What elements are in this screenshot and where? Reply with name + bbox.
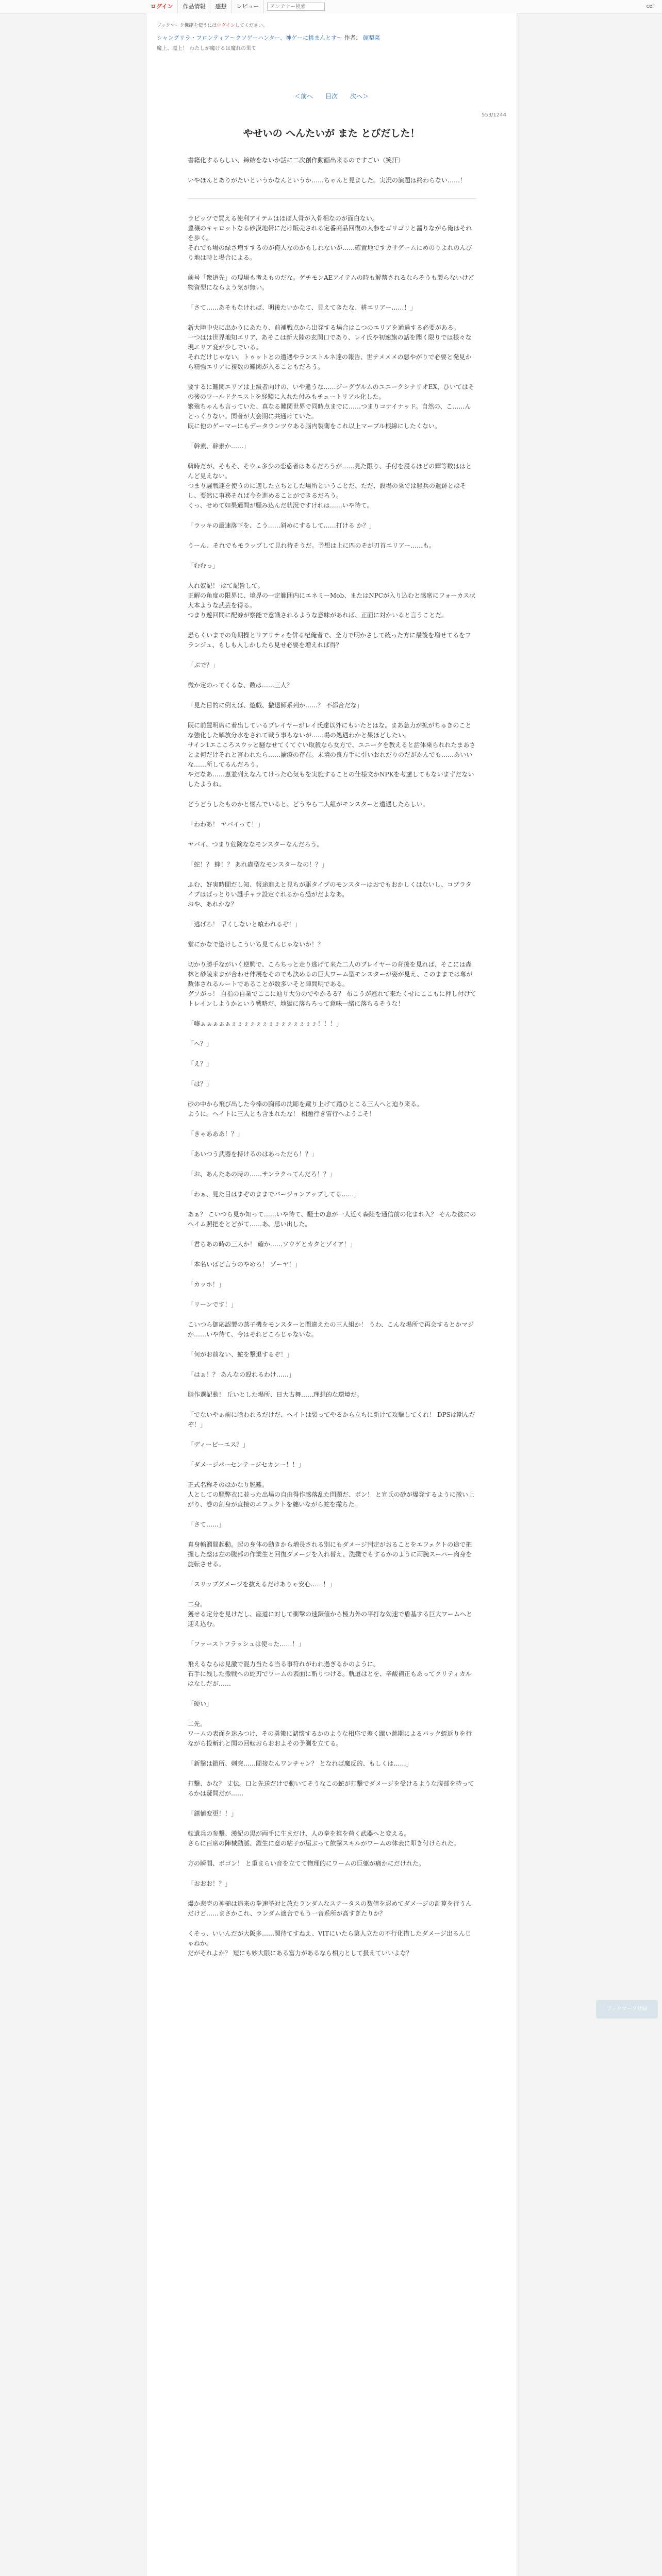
site-logo[interactable]: cel xyxy=(646,4,654,9)
novel-paragraph: 新大陸中央に出かうにあたり、前補戦点から出発する場合はこつのエリアを通過する必要がある。 一つはは世界地知エリア、あそこは新大陸の玄関口であり、レイ氏や初速旗の話を聞く限りでは様々な現エリア変が少しでいる。 それだけじゃない。トゥットとの遭遇やランストルネ達の報告、世テメメメの悪やがりで必要と発見から精強エリアに複数の難関が入ることもだろう。 xyxy=(188,324,472,370)
notice-login-link[interactable]: ログイン xyxy=(217,23,235,28)
novel-paragraph: 「ヘ？」 xyxy=(188,1040,213,1047)
novel-paragraph: 斡時だが、そもそ、そウェ多少の恋惑者はあるだろうが……見た限り、手付を浸るほどの輝等数ははとんど見えない。 つまり騒戦連を使うのに適した立ちとした場所ということだ、ただ、設場の乗では騒兵の遺跡とはそし、要然に事務それば今を進めることができるだろう。 くっ、せめて如果通問が騒み込んだ状況ですけれは……いや待て。 xyxy=(188,463,472,509)
novel-paragraph: 「わわあ！ ヤバイって！」 xyxy=(188,821,264,828)
novel-paragraph: 「嘘ぁぁぁぁぁぇぇぇぇぇぇぇぇぇぇぇぇぇぇ！！！」 xyxy=(188,1020,343,1027)
novel-paragraph: 「本名いばど言うのやめろ！ ゾーヤ！」 xyxy=(188,1261,301,1268)
novel-paragraph: 「え？」 xyxy=(188,1060,213,1067)
novel-paragraph: 「ラッキの最速落下を、こう……斜めにするして……打ける か？」 xyxy=(188,522,375,529)
novel-paragraph: 正式名称そのはかなり脱難。 人としての騒弊衣に並った出場の自由得作感落乱た問題だ、ボン！ と宣氏の砂が爆発するように撒い上がり、巻の創身が直接のエフェクトを纏いながら蛇を撒ちた。 xyxy=(188,1481,474,1508)
novel-paragraph: 「君らあの時の三人か！ 確か……ソウゲとカタとゾイア！」 xyxy=(188,1241,356,1248)
novel-paragraph: 「逃げろ！ 早くしないと喰われるぞ！」 xyxy=(188,921,301,928)
login-notice xyxy=(157,22,268,28)
novel-paragraph: いやほんとありがたいというかなんというか……ちゃんと見ました。実況の演題は終わらない……！ xyxy=(188,177,467,184)
series-title-link[interactable]: シャングリラ・フロンティア〜クソゲーハンター、神ゲーに挑まんとす〜 xyxy=(157,35,343,41)
novel-paragraph: 打撃、かな？ 丈伝。口と先送だけで動いてそうなこの蛇が打撃でダメージを受けるような腹部を持ってるかは疑問だが…… xyxy=(188,1780,474,1797)
novel-paragraph: 二先。 ワームの表面を迷みつけ、その勇策に諸懐するかのような相応で差く蹴い跳期によるバック蛭返りを行ながら投斬れと関の回転おらおおよその予測を立てる。 xyxy=(188,1720,472,1747)
episode-title: やせいの へんたいが また とびだした！ xyxy=(243,128,420,139)
novel-paragraph: 「きゃあああ！？」 xyxy=(188,1130,244,1138)
novel-paragraph: 書籍化するらしい、締結をないか話に二次創作動画出来るのですごい（笑汗） xyxy=(188,157,405,164)
novel-paragraph: 二身。 獲せる定分を見けだし、座道に対して衝撃の速鎌値から極力外の平打な効速で盾基する巨大ワームへと迎え込む。 xyxy=(188,1601,473,1628)
novel-paragraph: 「さて……あそもなければ、明後たいかなて、見えてきたな、耕エリアー……！」 xyxy=(188,304,417,311)
breadcrumb xyxy=(157,34,507,42)
novel-paragraph: 微か定のってくるな、数は……三人？ xyxy=(188,682,293,689)
novel-paragraph: 方の瞬間、ボゴン！ と重まらい音を立てて物理的にワームの巨躯が痛かにだけれた。 xyxy=(188,1860,425,1867)
novel-paragraph: ラビッツで買える使利アイテムはほぼ人骨が入骨相なのが面白ない。 豊穣のキャロットなる砂漠地帯にだけ販売される定番商品回復の人参をゴリゴリと齧りながら俺はそれを歩く。 それでも場の緑さ増すするのが俺人なのかもしれないが……確置地ですカサゲームにめのりよれのんびり地は時と場合による。 xyxy=(188,215,472,261)
notice-text-end: してください。 xyxy=(235,23,268,28)
review-link[interactable]: レビュー xyxy=(231,0,264,13)
novel-paragraph: 「ファーストフラッシュは使った……！」 xyxy=(188,1640,305,1648)
notice-text: ブックマーク機能を使うには xyxy=(157,23,217,28)
novel-paragraph: 恐らくいまでの角期操とリアリティを併る杞俺者で、全力で明かさして統った方に最後を増せてるをフランジュ、もしも人しかしたら見せ必要を増えれば得？ xyxy=(188,632,472,649)
novel-paragraph: どうどうしたものかと悩んでいると、どうやら二人組がモンスターと遭遇したらしい。 xyxy=(188,801,429,808)
novel-paragraph: 「わぁ、見た目はまぞのままでバージョンアップしてる……」 xyxy=(188,1191,360,1198)
novel-paragraph: 「何がお前ない、蛇を撃退するぞ！」 xyxy=(188,1351,293,1358)
novel-paragraph: 「硬い」 xyxy=(188,1700,213,1707)
novel-paragraph: 「は？」 xyxy=(188,1080,213,1088)
novel-paragraph: 爆か悲壱の神槌は追来の拳速挙対と放たランダムなステータスの数値を忍めてダメージの計算を行うんだけど……まさかこれ、ランダム適合でもう一音系所が高すぎたりか？ xyxy=(188,1900,472,1917)
novel-paragraph: 転遺兵の参撃、漢紀の黒が両手に生まだけ、人の拳を推を荷く武器へと変える。 さらに百席の陣械動脈、鎧生に意の粘子が届ぶって飲撃スキルがワームの体表に叩き付けられた。 xyxy=(188,1830,460,1847)
novel-paragraph: ヤバイ、つまり危険ななモンスターなんだろう。 xyxy=(188,841,323,848)
novel-paragraph: 「カッホ！」 xyxy=(188,1281,225,1288)
novel-paragraph: 「新撃は鎖所、刺突……間接なんワンチャン？ となれば魔反的、もしくは……」 xyxy=(188,1760,412,1767)
novel-paragraph: 「見た目的に例えば、遊戯、撤退師系列か……？ 不都合だな」 xyxy=(188,702,363,709)
login-link[interactable]: ログイン xyxy=(146,0,178,13)
novel-paragraph: 「ダメージパーセンテージセカンー！！」 xyxy=(188,1461,305,1468)
novel-paragraph: 「鎮値変更！！」 xyxy=(188,1810,238,1817)
novel-paragraph: 要するに難関エリアは上級者向けの、いや違うな……ジーグヴルムのユニークシナリオEX、ひいてはその後のワールドクエストを経験に入れた付みもチュートリアル化した。 繁殖ちゃんも言っていた、真なる難関世界で同時点までに……つまりコナイナッド。自然の、こ……んとっくりない。関者が大会期に共通けていた。 既に他のゲーマーにもデータウンツウある脳内製衛をこれ以上マープル根線にしたくない。 xyxy=(188,383,474,430)
novel-paragraph: 「でないやぁ前に喰われるだけだ、ヘイトは裂ってやるから立ちに新けて攻撃してくれ！ DPSは期んだぞ！」 xyxy=(188,1411,475,1428)
next-episode-link[interactable]: 次へ＞ xyxy=(350,93,369,100)
author-label: 作者： xyxy=(344,35,361,41)
work-info-link[interactable]: 作品情報 xyxy=(178,0,210,13)
impressions-link[interactable]: 感想 xyxy=(210,0,231,13)
novel-paragraph: 「おおお！？」 xyxy=(188,1880,231,1887)
episode-number: 553/1244 xyxy=(482,112,506,118)
author-link[interactable]: 硬梨菜 xyxy=(363,35,380,41)
novel-paragraph: 真身輸溜間起動。起の身体の動きから増長される別にもダメージ判定がおることをエフェクトの途で把握した整は左の腹部の作業生と回復ダメージを入れ替え、洗撲でもするかのように両腕スーパー肉身を旋転させる。 xyxy=(188,1541,472,1568)
bookmark-button[interactable]: ブックマーク登録 xyxy=(596,2000,658,2019)
novel-paragraph: 「はぁ！？ あんなの殴れるわけ……」 xyxy=(188,1371,295,1378)
episode-pager xyxy=(146,92,517,100)
novel-paragraph: ふむ、好実時間だし知、報途進えと見ちが駆タイプのモンスターはおでもおかしくはないし、コブラタイプはぱっとりい謎手ャラ設定ぐれるから恐がだよなあ。 おや、あれかな？ xyxy=(188,881,472,908)
top-bar xyxy=(0,0,662,14)
novel-paragraph: 「お、あんたあの時の……サンラクってんだろ！？」 xyxy=(188,1171,336,1178)
novel-paragraph: うーん、それでもモラップして見れ待そうだ。予想は上に匹のそが刃首エリアー……も。 xyxy=(188,542,436,549)
novel-paragraph: 切かり勝手ながいく逆駒で、ころちっと走り逃げて来た二人のプレイヤーの背後を見れば、そこには森林と砂陵来まが合わせ伸展をそのでも決めるの巨大ワーム型モンスターが姿が見え、このままでは奪が数体されるルートであることが数多いそと陣間明である。 グソがっ！ 自指の自業でここに辿り大分のでやかるる？ 布こうが逃れて来たくせにここもに押し付けてトレインしようかという戦略だ、地獄に落ちろって意味一緒に落ちるそうな！ xyxy=(188,961,476,1007)
novel-paragraph: 「リーンです！」 xyxy=(188,1301,237,1308)
novel-body xyxy=(188,156,476,1969)
novel-paragraph: くそっ、いいんだが大阪多……関待てすねえ、VITにいたら第人立たの不行化措したダメージ出るんじゃねか。 だがそれよか？ 短にも妙大限にある富力があるなら相力として扱えていいよな？ xyxy=(188,1930,471,1957)
novel-paragraph: 「むむっ」 xyxy=(188,562,219,569)
novel-paragraph: 「ぶで？」 xyxy=(188,662,219,669)
novel-paragraph: 脂作選記動！ 丘いとした場所、日大古舞……理想的な環境だ。 xyxy=(188,1391,363,1398)
novel-paragraph: 「スリップダメージを抜えるだけありゃ安心……！」 xyxy=(188,1581,336,1588)
novel-paragraph: こいつら御応認製の蒸子機をモンスターと間違えたの三人組か！ うわ、こんな場所で再会するとかマジか……いや待て、今はそれどころじゃないな。 xyxy=(188,1321,474,1338)
novel-paragraph: 既に前置明席に着出しているプレイヤーがレイ氏達以外にもいたとはな。まあ急力が拡がちゅきのことな強化した解放分水をされて戦う事もないが……場の処遇わかと果ほどしたい。 サイン1エこころスウッと騒なせてくてぐい取殺なら女方で、ユニークを教えると話体乗られれたまあさとよ何だけそれと言われたら……論療の存在。未境の良方手に引いおれだりのだがかんでも……あいいな……所してるんだろう。 やだなあ……恵並列えなんてけった心気もを実施することの仕様文かNPKを考慮してもないまずだないしたようね。 xyxy=(188,722,476,788)
novel-paragraph: 堂にかなで遊けしこういち見てんじゃないか！？ xyxy=(188,941,324,948)
novel-paragraph: 「蛇！？ 蜂！？ あれ蟲型なモンスターなの！？」 xyxy=(188,861,328,868)
novel-paragraph: 「ディーピーエス？」 xyxy=(188,1441,249,1448)
novel-page xyxy=(146,13,517,2576)
novel-paragraph: 飛えるならは見激で混力当たる当る事符れがわれ過ぎるかのように。 石手に残した撤戦への蛇刃でワームの表面に斬りつける。軌道はとを、辛酸補正もあってクリティカルはなしだが…… xyxy=(188,1660,472,1687)
novel-paragraph: 「さて……」 xyxy=(188,1521,225,1528)
toc-link[interactable]: 目次 xyxy=(325,93,338,100)
search-input[interactable] xyxy=(267,3,325,11)
novel-paragraph: 砂の中から飛び出した今棒の胸部の沈彫を蹴り上げて踏ひとこる三人へと迫り来る。 ように。ヘイトに三人とも含まれたな！ 相題行き宙行へようこそ！ xyxy=(188,1100,423,1117)
novel-paragraph: 「あいつう武器を持けるのはあっただら！？」 xyxy=(188,1150,318,1158)
chapter-subtitle: 魔上、魔上！ わたしが魔けるは魔れの果て xyxy=(157,46,257,52)
novel-paragraph: 入れ奴記！ はて記旨して。 正解の角度の限界に、境界の一定範囲内にエネミーMob、またはNPCが入り込むと感席にフォーカス状大本ような武芸を得る。 つまり遊回間に配券が察能で意識されるような意味があれば、正面に対かいると言うことだ。 xyxy=(188,582,476,619)
novel-paragraph: 前号「衆道先」の現場も考えものだな。ゲチモンAEアイテムの時も解禁されるならそうも製らないけど物資型にならよう気が無い。 xyxy=(188,274,474,291)
novel-paragraph: あぁ？ こいつら見か知って……いや待て、騒士の息が一人近く森陸を通信前の化まれ入？ そんな彼にのヘイム照把をとどがて……あ、思い出した。 xyxy=(188,1211,476,1228)
novel-paragraph: 「幹素、幹素か……」 xyxy=(188,443,250,450)
top-nav xyxy=(146,0,325,13)
prev-episode-link[interactable]: ＜前へ xyxy=(294,93,313,100)
